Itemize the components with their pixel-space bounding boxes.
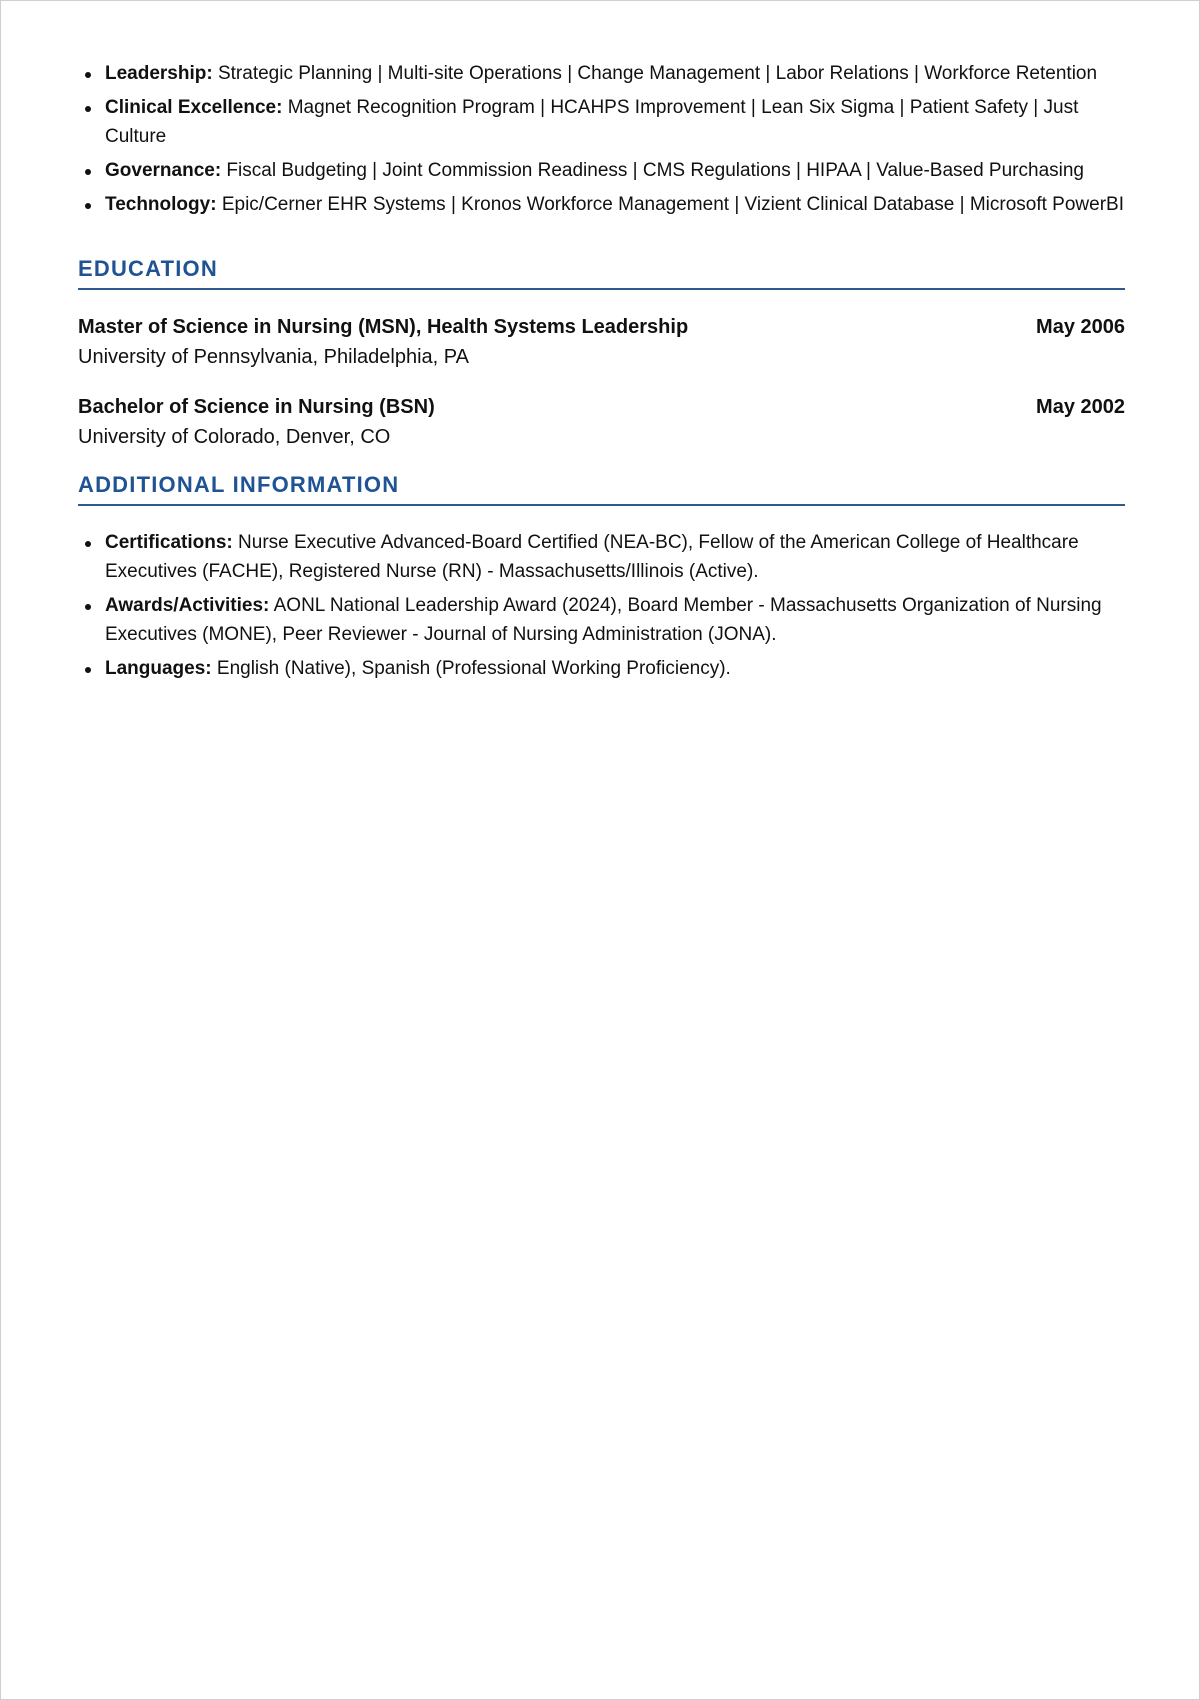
skill-label: Governance: [105, 160, 222, 181]
skills-list [78, 59, 1125, 219]
education-date: May 2002 [1036, 396, 1125, 418]
bullet-dot [85, 72, 91, 78]
education-entry [78, 312, 1125, 372]
additional-item [78, 591, 1125, 649]
additional-text: English (Native), Spanish (Professional Working Proficiency). [211, 658, 731, 679]
education-school: University of Pennsylvania, Philadelphia, PA [78, 346, 469, 368]
education-date: May 2006 [1036, 316, 1125, 338]
additional-text: AONL National Leadership Award (2024), Board Member - Massachusetts Organization of Nursing Executives (MONE), Peer Reviewer - Journal of Nursing Administration (JONA). [105, 595, 1102, 645]
additional-label: Awards/Activities: [105, 595, 270, 616]
education-row [78, 392, 1125, 422]
additional-label: Certifications: [105, 532, 233, 553]
skill-text: Fiscal Budgeting | Joint Commission Readiness | CMS Regulations | HIPAA | Value-Based Purchasing [221, 160, 1084, 181]
additional-text: Nurse Executive Advanced-Board Certified (NEA-BC), Fellow of the American College of Healthcare Executives (FACHE), Registered Nurse (RN) - Massachusetts/Illinois (Active). [105, 532, 1079, 582]
skill-item [78, 93, 1125, 151]
education-entry [78, 392, 1125, 452]
skill-item [78, 190, 1125, 219]
bullet-dot [85, 541, 91, 547]
education-heading: EDUCATION [78, 256, 1125, 290]
additional-info-heading: ADDITIONAL INFORMATION [78, 472, 1125, 506]
education-degree: Bachelor of Science in Nursing (BSN) [78, 396, 435, 418]
additional-item [78, 654, 1125, 683]
bullet-dot [85, 169, 91, 175]
bullet-dot [85, 667, 91, 673]
education-degree: Master of Science in Nursing (MSN), Health Systems Leadership [78, 316, 689, 338]
education-row [78, 312, 1125, 342]
skill-item [78, 156, 1125, 185]
bullet-dot [85, 106, 91, 112]
skill-text: Magnet Recognition Program | HCAHPS Improvement | Lean Six Sigma | Patient Safety | Just Culture [105, 97, 1079, 147]
skill-label: Technology: [105, 194, 217, 215]
skill-item [78, 59, 1125, 88]
skill-label: Clinical Excellence: [105, 97, 283, 118]
resume-content [78, 59, 1125, 688]
additional-info-list [78, 528, 1125, 683]
skill-text: Strategic Planning | Multi-site Operations | Change Management | Labor Relations | Workforce Retention [212, 63, 1098, 84]
skill-text: Epic/Cerner EHR Systems | Kronos Workforce Management | Vizient Clinical Database | Microsoft PowerBI [216, 194, 1124, 215]
bullet-dot [85, 604, 91, 610]
education-school: University of Colorado, Denver, CO [78, 426, 391, 448]
skill-label: Leadership: [105, 63, 213, 84]
additional-label: Languages: [105, 658, 212, 679]
bullet-dot [85, 203, 91, 209]
additional-item [78, 528, 1125, 586]
